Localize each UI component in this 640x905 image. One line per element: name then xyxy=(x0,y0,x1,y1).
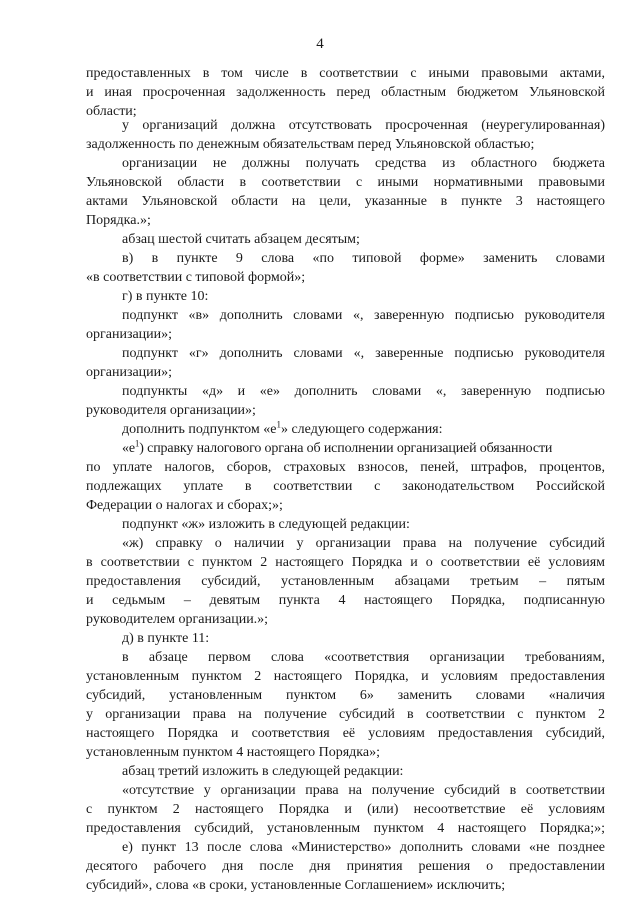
text-line: подпункт «в» дополнить словами «, заверенную подписью руководителя xyxy=(122,308,605,323)
text-line: «ж) справку о наличии у организации права на получение субсидий xyxy=(122,536,605,551)
text-line: установленным пунктом 4 настоящего Порядка»; xyxy=(86,745,380,760)
superscript-index: 1 xyxy=(276,419,281,430)
text-line: руководителем организации.»; xyxy=(86,612,269,627)
text-line: подпункт «ж» изложить в следующей редакции: xyxy=(122,517,410,532)
text-line: задолженность по денежным обязательствам перед Ульяновской областью; xyxy=(86,137,535,152)
superscript-index: 1 xyxy=(134,438,140,449)
text-fragment: дополнить подпунктом «е xyxy=(122,422,277,437)
text-line: подлежащих уплате в соответствии с законодательством Российской xyxy=(86,479,605,494)
text-line: и седьмым – девятым пункта 4 настоящего Порядка, подписанную xyxy=(86,593,605,608)
text-line: Порядка.»; xyxy=(86,213,151,228)
text-line: области; xyxy=(86,104,137,119)
text-line: «в соответствии с типовой формой»; xyxy=(86,270,306,285)
text-fragment: » следующего содержания: xyxy=(280,422,443,437)
text-line: в абзаце первом слова «соответствия организации требованиям, xyxy=(122,650,605,665)
text-line: г) в пункте 10: xyxy=(122,289,209,304)
text-line: организации не должны получать средства из областного бюджета xyxy=(122,156,605,171)
page-number: 4 xyxy=(316,36,324,52)
text-line: у организаций должна отсутствовать просроченная (неурегулированная) xyxy=(122,118,605,133)
text-line: Ульяновской области в соответствии с иными нормативными правовыми xyxy=(86,175,605,190)
text-line: субсидий, установленным пунктом 6» заменить словами «наличия xyxy=(86,688,605,703)
text-line: «отсутствие у организации права на получение субсидий в соответствии xyxy=(122,783,605,798)
text-line: актами Ульяновской области на цели, указанные в пункте 3 настоящего xyxy=(86,194,605,209)
text-fragment: ) справку налогового органа об исполнении организацией обязанности xyxy=(139,441,553,456)
text-line: субсидий», слова «в сроки, установленные Соглашением» исключить; xyxy=(86,878,506,893)
text-line: с пунктом 2 настоящего Порядка и (или) несоответствие её условиям xyxy=(86,802,605,817)
text-line: подпункт «г» дополнить словами «, заверенные подписью руководителя xyxy=(122,346,605,361)
text-line: руководителя организации»; xyxy=(86,403,256,418)
text-line: абзац третий изложить в следующей редакции: xyxy=(122,764,404,779)
text-line: установленным пунктом 2 настоящего Порядка, и условиям предоставления xyxy=(86,669,605,684)
text-line: в соответствии с пунктом 2 настоящего Порядка и о соответствии её условиям xyxy=(86,555,605,570)
text-line: абзац шестой считать абзацем десятым; xyxy=(122,232,360,247)
text-line xyxy=(122,420,605,439)
text-line: д) в пункте 11: xyxy=(122,631,210,646)
text-line: десятого рабочего дня после дня принятия решения о предоставлении xyxy=(86,859,605,874)
text-line: е) пункт 13 после слова «Министерство» дополнить словами «не позднее xyxy=(122,840,605,855)
text-line: предоставления субсидий, установленным абзацами третьим – пятым xyxy=(86,574,605,589)
text-line: предоставленных в том числе в соответствии с иными правовыми актами, xyxy=(86,66,605,81)
text-line: организации»; xyxy=(86,365,173,380)
text-line: настоящего Порядка и соответствия её условиям предоставления субсидий, xyxy=(86,726,605,741)
text-line: в) в пункте 9 слова «по типовой форме» заменить словами xyxy=(122,251,605,266)
text-line: по уплате налогов, сборов, страховых взносов, пеней, штрафов, процентов, xyxy=(86,460,605,475)
text-line: предоставления субсидий, установленным пунктом 4 настоящего Порядка;»; xyxy=(86,821,605,836)
text-line: у организации права на получение субсидий в соответствии с пунктом 2 xyxy=(86,707,605,722)
text-line: Федерации о налогах и сборах;»; xyxy=(86,498,283,513)
text-line xyxy=(122,439,605,458)
text-line: и иная просроченная задолженность перед областным бюджетом Ульяновской xyxy=(86,85,605,100)
text-fragment: «е xyxy=(122,441,135,456)
text-line: подпункты «д» и «е» дополнить словами «, заверенную подписью xyxy=(122,384,605,399)
text-line: организации»; xyxy=(86,327,173,342)
